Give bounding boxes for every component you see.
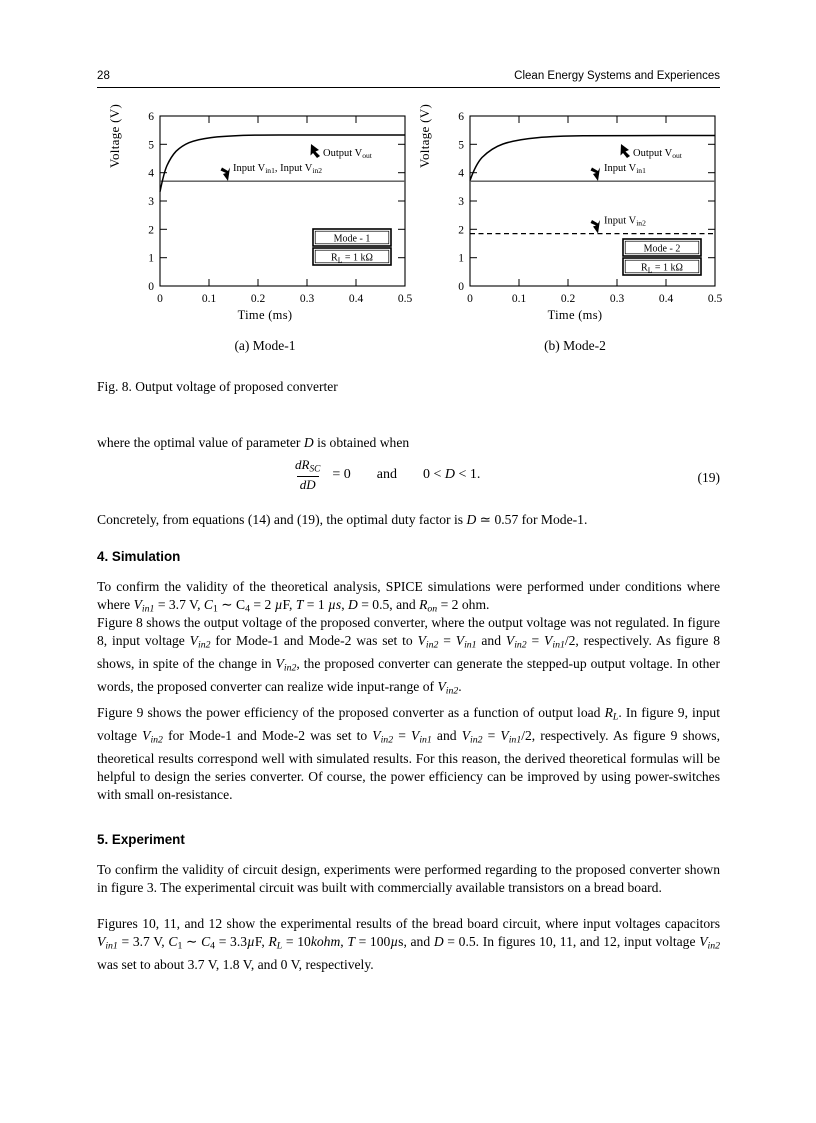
svg-text:2: 2 xyxy=(458,224,464,237)
chart-1-y-tick-labels xyxy=(148,111,154,293)
svg-text:Mode - 1: Mode - 1 xyxy=(333,233,371,245)
paragraph-concretely: Concretely, from equations (14) and (19), the optimal duty factor is D ≃ 0.57 for Mode-1. xyxy=(97,512,588,527)
paragraph-experiment-2: Figures 10, 11, and 12 show the experimental results of the bread board circuit, where input voltages capacitors $V_{in1} = 3.7$ V, $C_1$ ∼ $C_4 = 3.3\mu F$, $R_L$ = 10kohm, T = 100µs, and D = 0.5. In figures 10, 11, and 12, input voltage $V_{in2}$ was set to about 3.7 V, 1.8 V, and 0 V, respectively. xyxy=(97,916,720,972)
svg-text:0.1: 0.1 xyxy=(511,293,527,305)
svg-text:Input Vin2: Input Vin2 xyxy=(604,215,646,228)
svg-text:0.1: 0.1 xyxy=(201,293,217,305)
svg-text:0: 0 xyxy=(148,281,154,293)
chart-2-y-tick-labels xyxy=(458,111,464,293)
svg-text:0: 0 xyxy=(467,293,473,305)
svg-text:0: 0 xyxy=(157,293,163,305)
svg-text:0.4: 0.4 xyxy=(348,293,364,305)
chart-mode-1 xyxy=(107,103,415,358)
svg-text:6: 6 xyxy=(148,111,154,123)
svg-text:0.2: 0.2 xyxy=(250,293,266,305)
chart-2-subcaption: (b) Mode-2 xyxy=(544,338,606,353)
paragraph-experiment-1: To confirm the validity of circuit design, experiments were performed regarding to the proposed converter shown in figure 3. The experimental circuit was built with commercially available transistors on a bread board. xyxy=(97,862,720,896)
svg-text:Input Vin1, Input Vin2: Input Vin1, Input Vin2 xyxy=(233,163,323,175)
chart-2-y-axis-label: Voltage (V) xyxy=(417,103,432,168)
figure-8-caption: Fig. 8. Output voltage of proposed converter xyxy=(97,379,338,394)
book-title: Clean Energy Systems and Experiences xyxy=(514,70,720,82)
svg-text:3: 3 xyxy=(458,196,464,208)
chart-2-x-axis-label: Time (ms) xyxy=(547,308,603,322)
svg-text:0: 0 xyxy=(458,281,464,293)
svg-text:0.3: 0.3 xyxy=(609,293,625,305)
svg-text:1: 1 xyxy=(458,252,464,265)
chart-1-x-axis-label: Time (ms) xyxy=(237,308,293,322)
figure-8-row xyxy=(97,103,723,358)
chart-1-x-tick-labels xyxy=(157,293,412,305)
paragraph-where: where the optimal value of parameter D is obtained when xyxy=(97,435,410,450)
paragraph-simulation-1: To confirm the validity of the theoretical analysis, SPICE simulations were performed under conditions where where $V_{in1} = 3.7$ V, $C_1$ ∼ $C_4 = 2$ µF, T = 1 µs, D = 0.5, and $R_{on} = 2$ ohm. xyxy=(97,579,720,615)
equation-19-fraction: $\frac{dR_{SC}}{dD}$ xyxy=(295,457,321,492)
header-divider xyxy=(97,87,720,88)
equation-19-body: $\frac{dR_{SC}}{dD}$ = 0 and 0 < D < 1. xyxy=(292,458,480,492)
chart-2-x-tick-labels xyxy=(467,293,722,305)
chart-1-plot xyxy=(115,108,415,318)
svg-text:Mode - 2: Mode - 2 xyxy=(643,243,681,255)
chart-1-y-axis-label: Voltage (V) xyxy=(107,103,122,168)
svg-text:0.5: 0.5 xyxy=(397,293,413,305)
svg-text:5: 5 xyxy=(148,139,154,152)
svg-text:1: 1 xyxy=(148,252,154,265)
section-heading-experiment: 5. Experiment xyxy=(97,832,185,847)
equation-19 xyxy=(97,458,720,502)
equation-19-number: (19) xyxy=(697,470,720,485)
svg-text:0.2: 0.2 xyxy=(560,293,576,305)
paragraph-simulation-3: Figure 9 shows the power efficiency of the proposed converter as a function of output load $R_L$. In figure 9, input voltage $V_{in2}$ for Mode-1 and Mode-2 was set to $V_{in2} = V_{in1}$ and $V_{in2} = V_{in1}/2$, respectively. As figure 9 shows, theoretical results correspond well with simulated results. For this reason, the derived theoretical formulas will be helpful to design the series converter. Of course, the power efficiency can be improved by using power-switches with small on-resistance. xyxy=(97,705,720,802)
chart-mode-2 xyxy=(417,103,725,358)
chart-1-subcaption: (a) Mode-1 xyxy=(234,338,296,353)
svg-text:Input Vin1: Input Vin1 xyxy=(604,163,646,175)
chart-2-plot xyxy=(425,108,725,318)
svg-text:0.3: 0.3 xyxy=(299,293,315,305)
svg-text:4: 4 xyxy=(458,167,464,180)
svg-text:2: 2 xyxy=(148,224,154,237)
svg-text:Output Vout: Output Vout xyxy=(323,148,372,160)
svg-text:6: 6 xyxy=(458,111,464,123)
svg-text:RL = 1 kΩ: RL = 1 kΩ xyxy=(331,252,373,265)
svg-text:5: 5 xyxy=(458,139,464,152)
page-number: 28 xyxy=(97,70,110,82)
paragraph-simulation-2: Figure 8 shows the output voltage of the proposed converter, where the output voltage was not regulated. In figure 8, input voltage $V_{in2}$ for Mode-1 and Mode-2 was set to $V_{in2} = V_{in1}$ and $V_{in2} = V_{in1}/2$, respectively. As figure 8 shows, in spite of the change in $V_{in2}$, the proposed converter can generate the stepped-up output voltage. In other words, the proposed converter can realize wide input-range of $V_{in2}$. xyxy=(97,615,720,697)
svg-text:3: 3 xyxy=(148,196,154,208)
svg-text:Output Vout: Output Vout xyxy=(633,148,682,160)
svg-text:4: 4 xyxy=(148,167,154,180)
svg-text:0.5: 0.5 xyxy=(707,293,723,305)
section-heading-simulation: 4. Simulation xyxy=(97,549,181,564)
page-header xyxy=(97,70,720,94)
svg-text:0.4: 0.4 xyxy=(658,293,674,305)
svg-text:RL = 1 kΩ: RL = 1 kΩ xyxy=(641,262,683,275)
